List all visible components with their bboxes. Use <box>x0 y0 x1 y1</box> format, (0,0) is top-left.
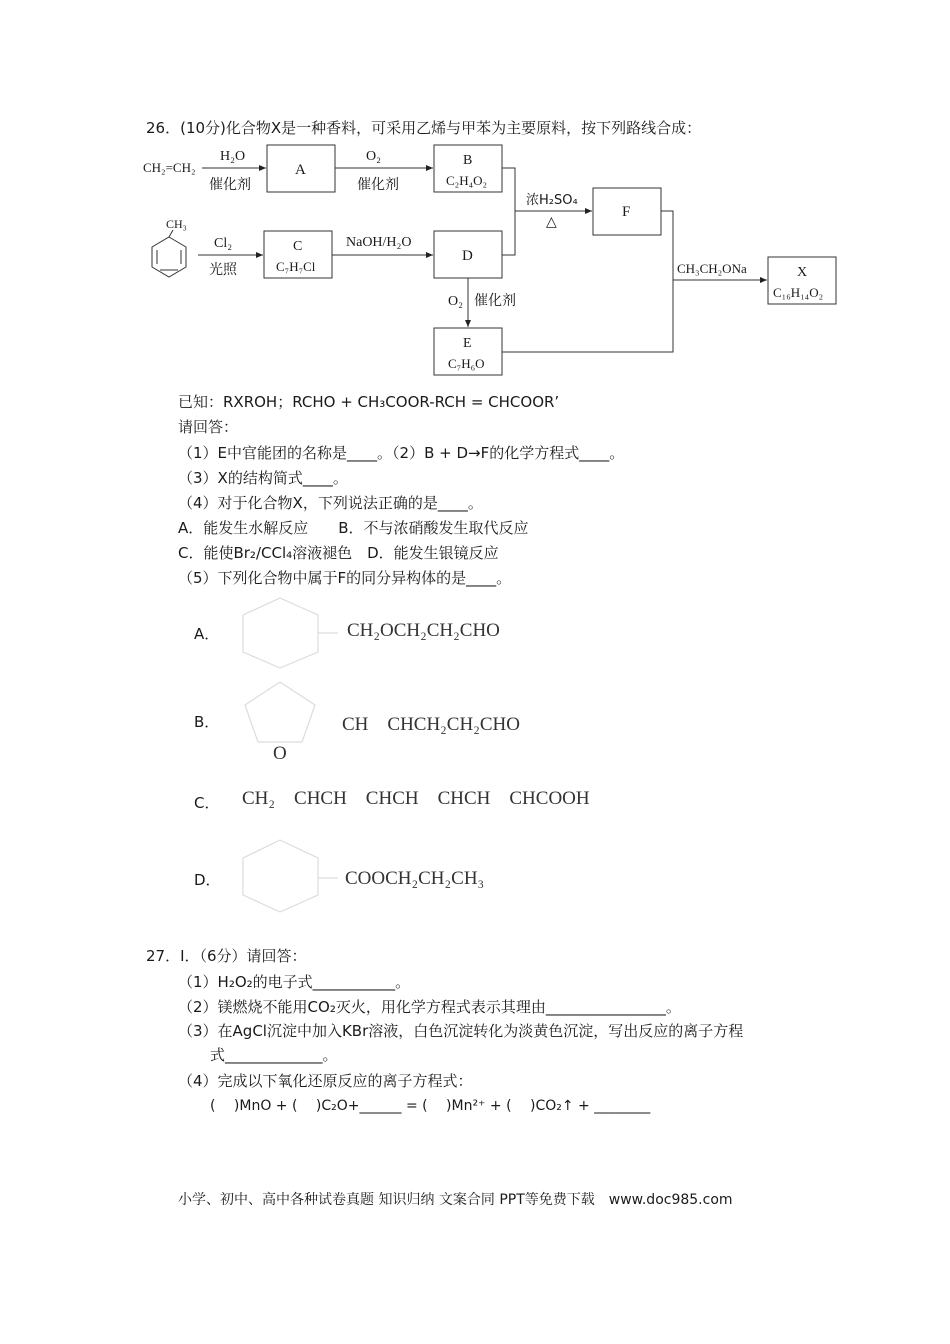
option-c-formula: CH₂ CHCH CHCH CHCH CHCOOH <box>242 788 590 809</box>
box-b-formula: C₂H₄O₂ <box>446 173 488 188</box>
box-b-label: B <box>463 153 473 168</box>
option-a-formula: CH₂OCH₂CH₂CHO <box>347 620 500 641</box>
synthesis-route-diagram <box>0 0 950 390</box>
q26-sub4-options-cd: C．能使Br₂/CCl₄溶液褪色 D．能发生银镜反应 <box>178 544 499 562</box>
q27-title: 27．I．（6分）请回答： <box>146 947 307 965</box>
known-reaction: 已知：RXROH；RCHO + CH₃COOR-RCH = CHCOOR’ <box>178 393 560 411</box>
benzene-ring-d <box>243 840 318 912</box>
reagent-cat2: 催化剂 <box>357 177 399 193</box>
q26-sub1: （1）E中官能团的名称是____。（2）B + D→F的化学方程式____。 <box>178 444 625 462</box>
methyl-bond <box>169 230 173 237</box>
line-b-join <box>502 168 515 255</box>
option-d-label: D． <box>194 871 221 889</box>
q26-sub3: （3）X的结构简式____。 <box>178 469 348 487</box>
toluene-methyl-label: CH₃ <box>166 217 187 231</box>
box-e-label: E <box>463 336 472 351</box>
option-b-label: B． <box>194 713 220 731</box>
reagent-cat3: 催化剂 <box>474 293 516 309</box>
q27-sub3-line2: 式_____________。 <box>210 1046 338 1064</box>
please-answer: 请回答： <box>178 418 239 436</box>
box-x-formula: C₁₆H₁₄O₂ <box>773 285 824 300</box>
q27-sub3-line1: （3）在AgCl沉淀中加入KBr溶液，白色沉淀转化为淡黄色沉淀，写出反应的离子方程 <box>178 1022 744 1040</box>
q26-sub5: （5）下列化合物中属于F的同分异构体的是____。 <box>178 569 512 587</box>
box-a-label: A <box>295 162 306 178</box>
q27-sub2: （2）镁燃烧不能用CO₂灭火，用化学方程式表示其理由________________。 <box>178 998 681 1016</box>
q27-sub1: （1）H₂O₂的电子式___________。 <box>178 973 411 991</box>
reagent-o2-top: O₂ <box>366 149 381 164</box>
option-b-oxygen: O <box>273 743 287 764</box>
benzene-ring-a <box>243 598 318 668</box>
box-f-label: F <box>622 204 631 220</box>
q27-sub4-equation: ( )MnO + ( )C₂O+______ = ( )Mn²⁺ + ( )CO₂↑ + ________ <box>210 1098 651 1114</box>
reagent-light: 光照 <box>209 262 237 278</box>
option-c-label: C． <box>194 794 220 812</box>
reagent-cat1: 催化剂 <box>209 177 251 193</box>
reagent-heat: △ <box>546 215 557 230</box>
reagent-conc-h2so4: 浓H₂SO₄ <box>526 193 578 208</box>
box-c-label: C <box>293 239 303 254</box>
option-b-formula: CH CHCH₂CH₂CHO <box>342 714 520 735</box>
ethylene-label: CH₂=CH₂ <box>143 160 196 175</box>
option-d-formula: COOCH₂CH₂CH₃ <box>345 868 485 889</box>
q27-sub4: （4）完成以下氧化还原反应的离子方程式： <box>178 1072 473 1090</box>
box-d-label: D <box>462 248 473 264</box>
q26-sub4-options-ab: A．能发生水解反应 B．不与浓硝酸发生取代反应 <box>178 519 529 537</box>
furan-ring-b <box>245 682 315 742</box>
reagent-h2o: H₂O <box>220 149 246 164</box>
reagent-o2-down: O₂ <box>448 294 463 309</box>
q26-title: 26．(10分)化合物X是一种香料，可采用乙烯与甲苯为主要原料，按下列路线合成： <box>146 119 702 137</box>
box-x-label: X <box>797 265 808 280</box>
box-c-formula: C₇H₇Cl <box>276 259 316 274</box>
reagent-naoh: NaOH/H₂O <box>346 235 412 250</box>
q26-sub4: （4）对于化合物X，下列说法正确的是____。 <box>178 494 483 512</box>
line-f-e-join <box>502 211 673 352</box>
reagent-cl2: Cl₂ <box>214 236 233 251</box>
option-a-label: A． <box>194 625 220 643</box>
box-e-formula: C₇H₆O <box>448 356 485 371</box>
reagent-ch3ch2ona: CH₃CH₂ONa <box>677 261 747 276</box>
page-footer: 小学、初中、高中各种试卷真题 知识归纳 文案合同 PPT等免费下载 www.doc985.com <box>178 1192 733 1208</box>
